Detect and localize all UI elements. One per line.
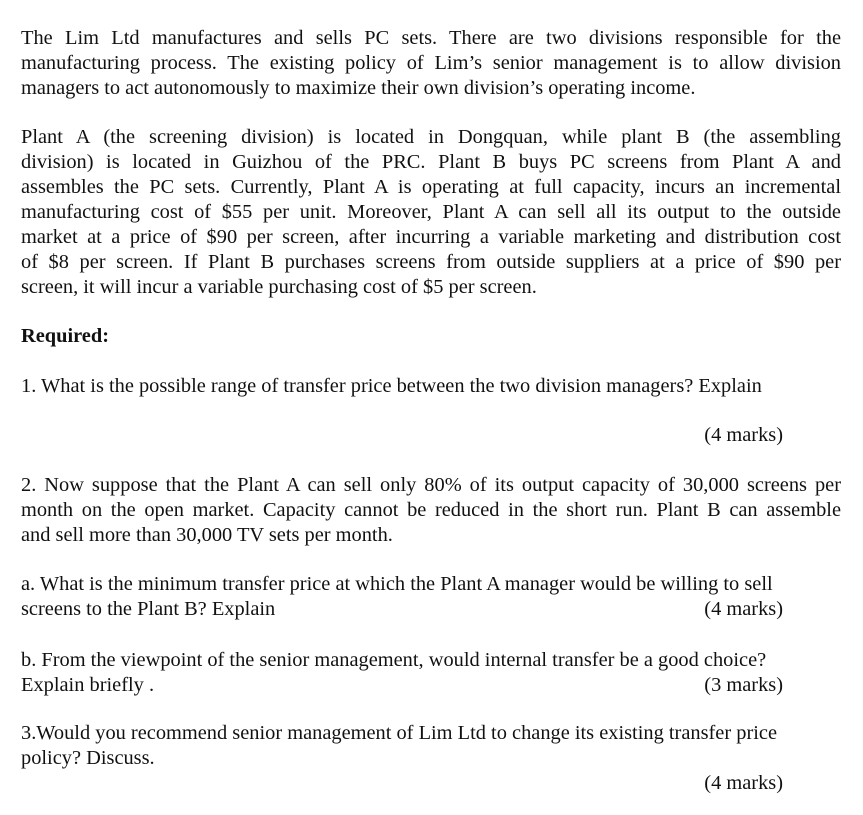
question-2a-marks: (4 marks) xyxy=(704,598,783,620)
intro-line: managers to act autonomously to maximize their own division’s operating income. xyxy=(21,77,696,99)
context-line: of $8 per screen. If Plant B purchases screens from outside suppliers at a price of $90 per xyxy=(21,251,841,273)
question-3-line: 3.Would you recommend senior management of Lim Ltd to change its existing transfer price xyxy=(21,722,777,744)
question-1-marks: (4 marks) xyxy=(704,424,783,446)
question-3-marks: (4 marks) xyxy=(704,772,783,794)
context-line: assembles the PC sets. Currently, Plant A is operating at full capacity, incurs an incremental xyxy=(21,176,841,198)
intro-line: manufacturing process. The existing policy of Lim’s senior management is to allow division xyxy=(21,52,841,74)
required-heading: Required: xyxy=(21,325,109,347)
question-2b-line: b. From the viewpoint of the senior management, would internal transfer be a good choice? xyxy=(21,649,767,671)
context-line: screen, it will incur a variable purchasing cost of $5 per screen. xyxy=(21,276,537,298)
context-line: manufacturing cost of $55 per unit. Moreover, Plant A can sell all its output to the outside xyxy=(21,201,841,223)
question-3-line: policy? Discuss. xyxy=(21,747,155,769)
question-2 xyxy=(21,473,841,548)
intro-paragraph xyxy=(21,26,841,101)
question-1-text: 1. What is the possible range of transfer price between the two division managers? Explain xyxy=(21,375,762,397)
context-line: division) is located in Guizhou of the PRC. Plant B buys PC screens from Plant A and xyxy=(21,151,841,173)
intro-line: The Lim Ltd manufactures and sells PC sets. There are two divisions responsible for the xyxy=(21,27,841,49)
question-3 xyxy=(21,721,841,771)
context-line: Plant A (the screening division) is located in Dongquan, while plant B (the assembling xyxy=(21,126,841,148)
question-2-line: month on the open market. Capacity cannot be reduced in the short run. Plant B can assemble xyxy=(21,499,841,521)
question-2-line: 2. Now suppose that the Plant A can sell only 80% of its output capacity of 30,000 screens per xyxy=(21,474,841,496)
context-line: market at a price of $90 per screen, after incurring a variable marketing and distribution cost xyxy=(21,226,841,248)
question-2b-marks: (3 marks) xyxy=(704,674,783,696)
question-2-line: and sell more than 30,000 TV sets per month. xyxy=(21,524,393,546)
question-2b-line: Explain briefly . xyxy=(21,674,155,696)
question-2a-line: screens to the Plant B? Explain xyxy=(21,598,276,620)
context-paragraph xyxy=(21,125,841,300)
question-2a-line: a. What is the minimum transfer price at which the Plant A manager would be willing to sell xyxy=(21,573,773,595)
question-1 xyxy=(21,374,841,399)
